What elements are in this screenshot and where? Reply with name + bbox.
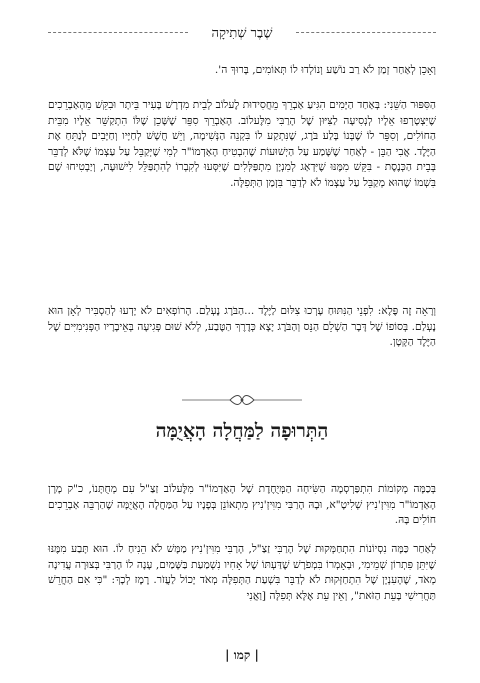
header-rule-right xyxy=(296,32,436,33)
section-divider-ornament-icon xyxy=(182,392,302,408)
running-header xyxy=(48,22,436,42)
header-rule-left xyxy=(48,32,188,33)
paragraph-3: וְרָאֵה זֶה פֶּלֶא: לִפְנֵי הַנִּתּוּחַ עָרְכוּ צִלּוּם לַיֶּלֶד ...הַבֹּרֶג נֶעְלַם. הָרוֹפְאִים לֹא יָדְעוּ לְהַסְבִּיר לְאָן הוּא נֶעְלַם. בְּסוֹפוֹ שֶׁל דָּבָר הַשְׁלֵם הַנֵּס וְהַבֹּרֶג יָצָא כְּדֶרֶךְ הַטֶּבַע, לְלֹא שׁוּם פְּגִיעָה בְּאֵיבָרָיו הַפְּנִימִיִּים שֶׁל הַיֶּלֶד הַקָּטָן. xyxy=(48,305,436,349)
section-title: הַתְּרוּפָה לַמַּחֲלָה הָאֲיֻמָּה xyxy=(155,420,329,442)
paragraph-1: וְאָכֵן לְאַחַר זְמַן לֹא רַב נוֹשַׁע וְנוֹלְדוּ לוֹ תְּאוֹמִים, בָּרוּךְ ה'. xyxy=(214,64,436,76)
page-number: קמו xyxy=(233,648,251,662)
page-footer xyxy=(48,648,436,663)
book-page xyxy=(48,0,436,683)
paragraph-2: הַסִּפּוּר הַשֵּׁנִי: בְּאַחַד הַיָּמִים הִגִּיעַ אַבְרֵךְ מֵחֲסִידוּת לֶעלוֹב לְבֵית מִדְרָשׁ בָּעִיר בֵּיתָר וּבִקֵּשׁ מֵהָאַבְרֵכִים שֶׁיִּצְטָרְפוּ אֵלָיו לְנְסִיעָה לַצִּיּוּן שֶׁל הָרַבִּי מִלֶּעלוֹב. הָאַבְרֵךְ סִפֵּר שֶׁשָּׁכֵן שֶׁלּוֹ הִתְקַשֵּׁר אֵלָיו מִבֵּית הַחוֹלִים, וְסִפֵּר לוֹ שֶׁבְּנוֹ בָּלַע בֹּרֶג, שֶׁנִּתְקַע לוֹ בִּקְנֵה הַנְּשִׁימָה, וְיֵשׁ חֲשָׁשׁ לְחַיָּיו וְחַיָּבִים לְנַתֵּחַ אֶת הַיֶּלֶד. אֲבִי הַבֵּן - לְאַחַר שֶׁשָּׁמַע עַל הַיְשׁוּעוֹת שֶׁהִבְטִיחַ הָאַדְמוֹ"ר לְמִי שֶׁיְּקַבֵּל עַל עַצְמוֹ שֶׁלֹּא לְדַבֵּר בְּבֵית הַכְּנֶסֶת - בִּקֵּשׁ מִמֶּנּוּ שֶׁיִּדְאַג לְמִנְיָן מִתְפַּלְּלִים שֶׁיִּסְּעוּ לְקִבְרוֹ לְהִתְפַּלֵּל לִישׁוּעָה, וְיַבְטִיחוּ שָׁם בִּשְׁמוֹ שֶׁהוּא מְקַבֵּל עַל עַצְמוֹ לֹא לְדַבֵּר בִּזְמַן הַתְּפִלָּה. xyxy=(48,99,436,189)
page-number-bar-right: | xyxy=(250,648,259,662)
running-header-title: שֶׁבֶר שְׁתִיקָה xyxy=(206,24,279,44)
page-number-bar-left: | xyxy=(225,648,234,662)
paragraph-5: לְאַחַר כַּמָּה נִסְיוֹנוֹת הִתְחַמְּקוּת שֶׁל הָרַבִּי זַצַ"ל, הָרַבִּי מִוִּיזְ'נִיץ מַמָּשׁ לֹא הֵנִיחַ לוֹ. הוּא תָּבַע מִמֶּנּוּ שֶׁיִּתֵּן פִּתְרוֹן שְׁמֵימִי, וּבְאָמְרוֹ בִּמְפֹרָשׁ שֶׁדַּעְתּוֹ שֶׁל אָחִיו נִשְׁמַעַת בַּשָּׁמַיִם, עָנָה לוֹ הָרַבִּי בְּצוּרָה עֲדִינָה מְאֹד, שֶׁהָעִנְיָן שֶׁל הִתְחַזְּקוּת לֹא לְדַבֵּר בִּשְׁעַת הַתְּפִלָּה מְאֹד יָכוֹל לַעֲזֹר. רֶמֶז לְכָךְ: "כִּי אִם הַחֲרֵשׁ תַּחֲרִישִׁי בָּעֵת הַזֹּאת", וְאֵין עֵת אֶלָּא תְּפִלָּה [וַאֲנִי xyxy=(48,543,436,602)
paragraph-4: בְּכַמָּה מְקוֹמוֹת הִתְפַּרְסְמָה הַשִּׂיחָה הַמְּיֻחֶדֶת שֶׁל הָאַדְמוֹ"ר מִלֶּעלוֹב זַצַ"ל עִם מְחֻתָּנוֹ, כ"ק מָרָן הָאַדְמוֹ"ר מִוִּיזְ'נִיץ שְׁלִיטָ"א, וּבָהּ הָרַבִּי מִוִּיזְ'נִיץ מִתְאוֹנֵן בְּפָנָיו עַל הַמַּחֲלָה הָאֲיֻמָּה שֶׁהַרְבֵּה אַבְרֵכִים חוֹלִים בָּהּ. xyxy=(48,483,436,527)
